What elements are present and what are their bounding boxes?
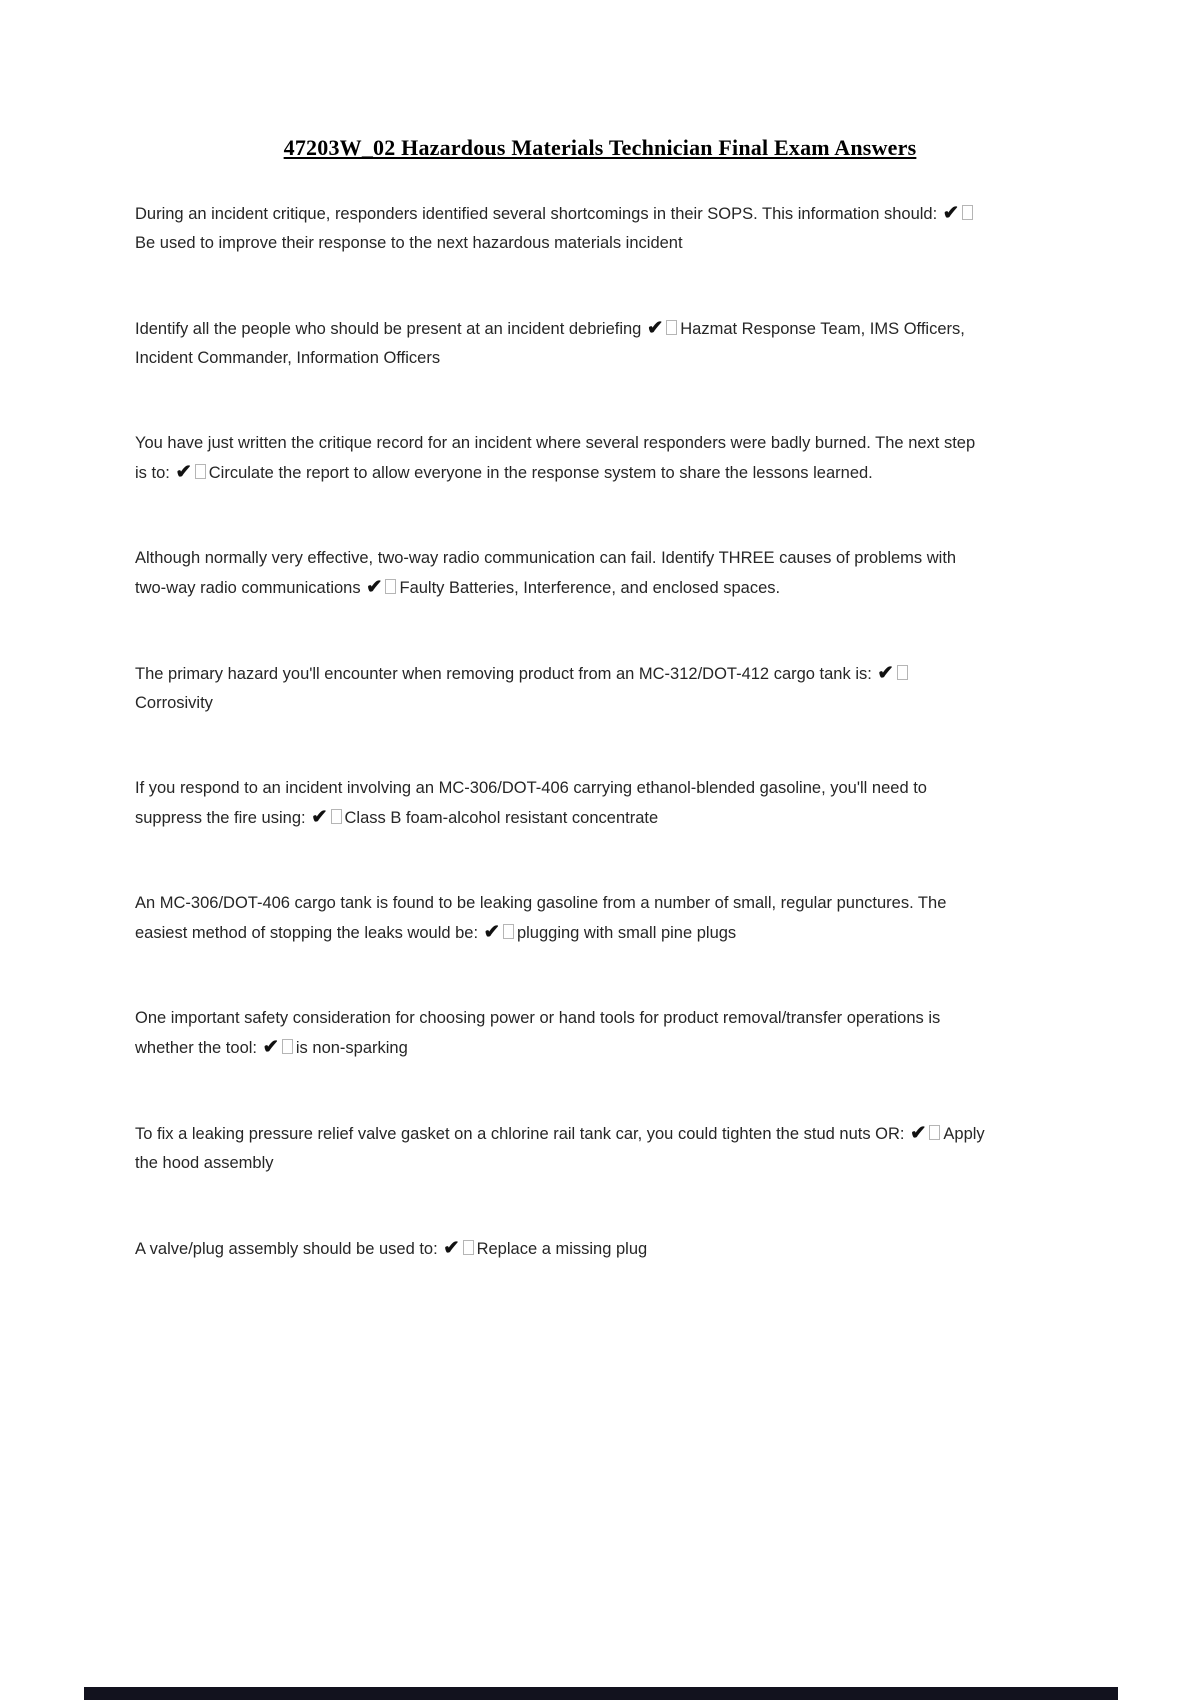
missing-glyph-box-icon [195,464,206,479]
answer-text: Corrosivity [135,694,213,712]
qa-paragraph [135,199,987,258]
checkmark-icon: ✔ [646,317,664,339]
qa-paragraph [135,1119,987,1178]
missing-glyph-box-icon [666,320,677,335]
answer-text: Be used to improve their response to the next hazardous materials incident [135,234,683,252]
qa-paragraph [135,774,987,833]
checkmark-icon: ✔ [366,576,383,598]
question-text: During an incident critique, responders identified several shortcomings in their SOPS. This information should: [135,205,942,223]
checkmark-icon: ✔ [910,1122,927,1144]
question-text: A valve/plug assembly should be used to: [135,1240,443,1258]
checkmark-icon: ✔ [483,921,500,943]
qa-paragraph [135,659,987,718]
missing-glyph-box-icon [385,579,396,594]
checkmark-icon: ✔ [942,202,960,224]
question-text: The primary hazard you'll encounter when removing product from an MC-312/DOT-412 cargo tank is: [135,665,877,683]
answer-text: Replace a missing plug [476,1240,648,1258]
answer-text: is non-sparking [295,1039,408,1057]
qa-paragraph [135,429,987,488]
checkmark-icon: ✔ [443,1237,460,1259]
answer-text: Circulate the report to allow everyone in the response system to share the lessons learned. [208,464,873,482]
question-text: Although normally very effective, two-way radio communication can fail. Identify THREE causes of problems with two-way radio communications [135,549,957,597]
answer-text: Hazmat Response Team, IMS Officers, Incident Commander, Information Officers [135,320,965,367]
question-text: An MC-306/DOT-406 cargo tank is found to be leaking gasoline from a number of small, regular punctures. The easiest method of stopping the leaks would be: [135,894,947,942]
checkmark-icon: ✔ [877,662,894,684]
qa-paragraph [135,544,987,603]
checkmark-icon: ✔ [175,461,192,483]
checkmark-icon: ✔ [262,1036,279,1058]
missing-glyph-box-icon [331,809,342,824]
missing-glyph-box-icon [929,1125,940,1140]
page-title: 47203W_02 Hazardous Materials Technician Final Exam Answers [283,135,917,160]
answer-text: plugging with small pine plugs [516,924,737,942]
qa-paragraph [135,1004,987,1063]
missing-glyph-box-icon [463,1240,474,1255]
qa-paragraph [135,314,987,373]
missing-glyph-box-icon [962,205,973,220]
answer-text: Apply the hood assembly [135,1125,985,1172]
question-text: To fix a leaking pressure relief valve gasket on a chlorine rail tank car, you could tighten the stud nuts OR: [135,1125,910,1143]
answer-text: Faulty Batteries, Interference, and enclosed spaces. [399,579,781,597]
checkmark-icon: ✔ [311,806,328,828]
footer-bar [84,1687,1118,1700]
missing-glyph-box-icon [282,1039,293,1054]
question-text: Identify all the people who should be present at an incident debriefing [135,320,646,338]
missing-glyph-box-icon [503,924,514,939]
qa-paragraph [135,1234,987,1264]
qa-paragraph [135,889,987,948]
qa-list [135,199,987,1264]
question-text: You have just written the critique record for an incident where several responders were badly burned. The next step is to: [135,434,976,482]
missing-glyph-box-icon [897,665,908,680]
question-text: One important safety consideration for choosing power or hand tools for product removal/transfer operations is whether the tool: [135,1009,941,1057]
question-text: If you respond to an incident involving an MC-306/DOT-406 carrying ethanol-blended gasoline, you'll need to suppress the fire using: [135,779,927,827]
answer-text: Class B foam-alcohol resistant concentrate [344,809,659,827]
